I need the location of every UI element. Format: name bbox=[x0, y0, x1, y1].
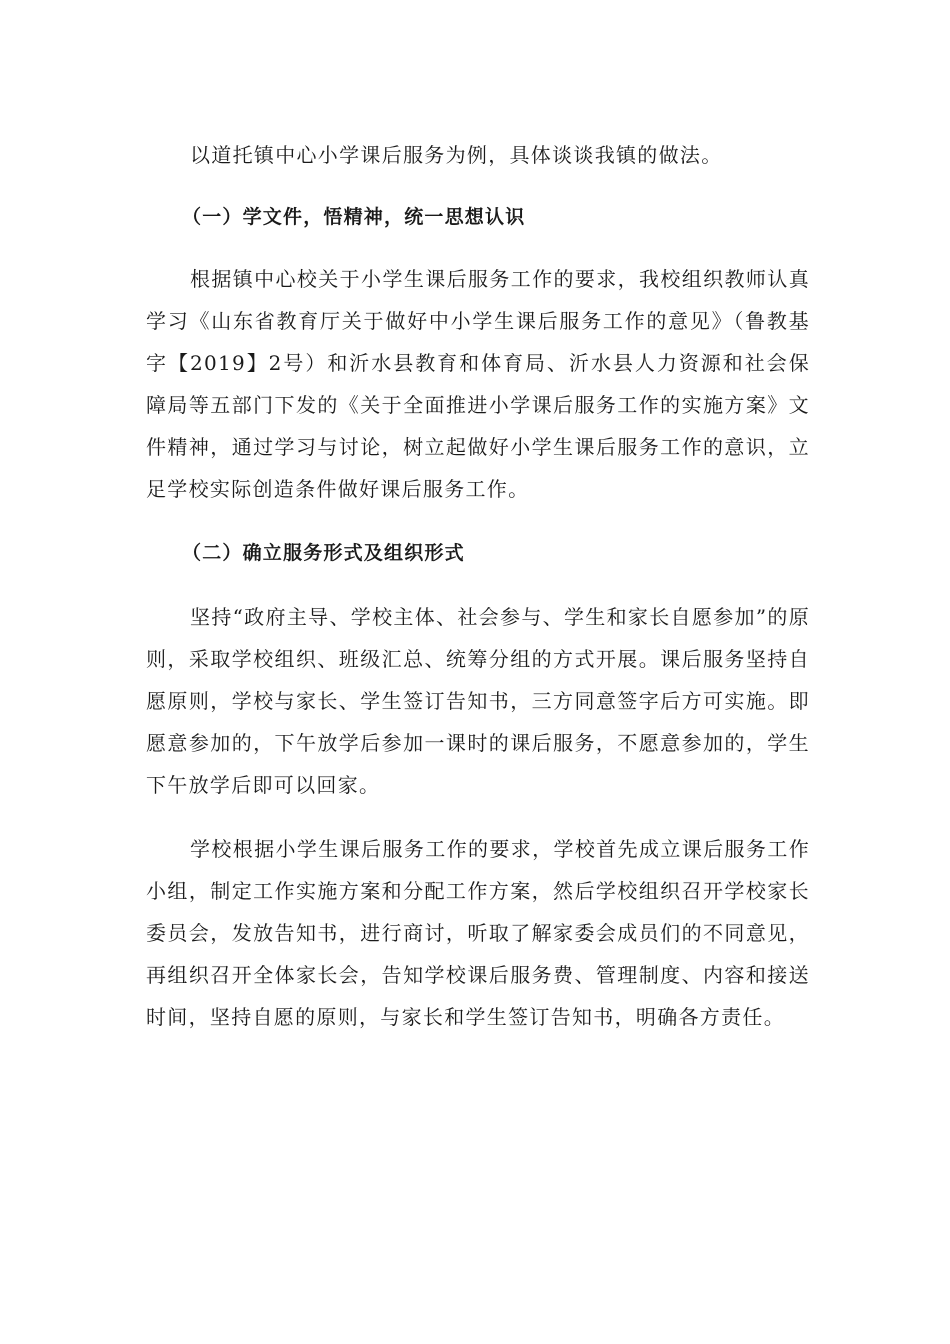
paragraph-2: 坚持“政府主导、学校主体、社会参与、学生和家长自愿参加”的原则，采取学校组织、班级汇总、统筹分组的方式开展。课后服务坚持自愿原则，学校与家长、学生签订告知书，三方同意签字后方可实施。即愿意参加的，下午放学后参加一课时的课后服务，不愿意参加的，学生下午放学后即可以回家。 bbox=[146, 605, 810, 797]
intro-paragraph: 以道托镇中心小学课后服务为例，具体谈谈我镇的做法。 bbox=[190, 143, 723, 167]
paragraph-3: 学校根据小学生课后服务工作的要求，学校首先成立课后服务工作小组，制定工作实施方案和分配工作方案，然后学校组织召开学校家长委员会，发放告知书，进行商讨，听取了解家委会成员们的不同意见，再组织召开全体家长会，告知学校课后服务费、管理制度、内容和接送时间，坚持自愿的原则，与家长和学生签订告知书，明确各方责任。 bbox=[146, 837, 810, 1029]
section-heading-2: （二）确立服务形式及组织形式 bbox=[182, 542, 465, 564]
paragraph-1: 根据镇中心校关于小学生课后服务工作的要求，我校组织教师认真学习《山东省教育厅关于做好中小学生课后服务工作的意见》（鲁教基字【2019】2号）和沂水县教育和体育局、沂水县人力资源和社会保障局等五部门下发的《关于全面推进小学课后服务工作的实施方案》文件精神，通过学习与讨论，树立起做好小学生课后服务工作的意识，立足学校实际创造条件做好课后服务工作。 bbox=[146, 267, 810, 501]
document-body bbox=[146, 134, 810, 1038]
section-heading-1: （一）学文件，悟精神，统一思想认识 bbox=[182, 206, 526, 228]
